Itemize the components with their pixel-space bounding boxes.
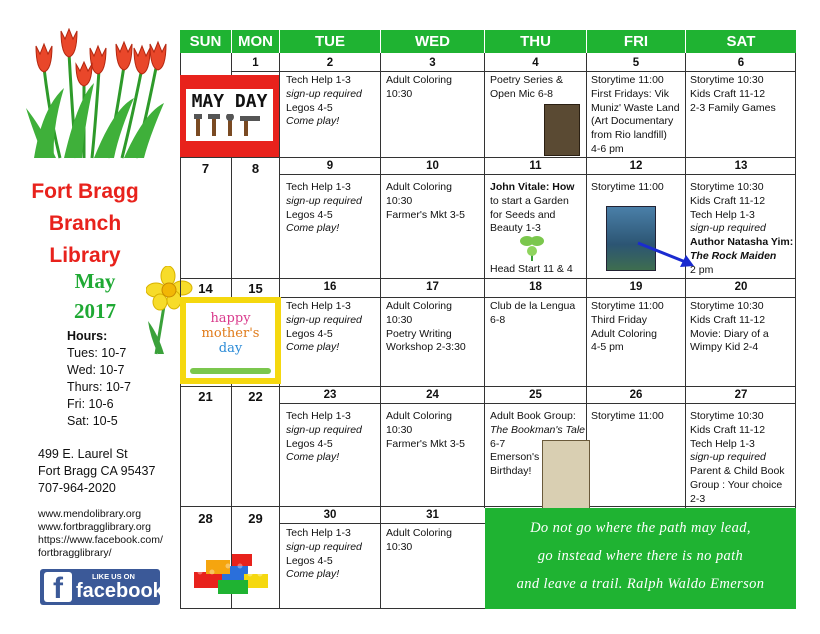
mayday-text: MAY DAY [191,91,268,112]
quote-line: and leave a trail. Ralph Waldo Emerson [516,576,765,592]
header-sun: SUN [180,30,231,53]
date-number: 6 [737,57,745,69]
event-line: from Rio landfill) [591,129,667,142]
month-label: May [74,269,116,293]
event-line: Legos 4-5 [286,437,333,450]
event-line: Wimpy Kid 2-4 [690,341,759,354]
mothers-day-card [186,303,275,378]
library-name-line: Fort Bragg [31,180,139,203]
date-number: 5 [632,57,640,69]
header-tue: TUE [280,30,380,53]
event-line: Head Start 11 & 4 [490,263,573,275]
event-line: sign-up required [286,540,362,553]
grass-decoration [190,368,271,374]
facebook-logo: f [44,572,72,602]
tools-icon [194,114,266,138]
grid-line [380,53,381,609]
grid-line [180,386,796,387]
hours-line: Sat: 10-5 [67,414,118,428]
mayday-graphic [180,75,279,157]
hours-line: Fri: 10-6 [67,397,114,411]
event-line: Legos 4-5 [286,554,333,567]
event-line: Open Mic 6-8 [490,87,554,100]
event-cell-wed-3 [386,74,452,102]
hours-block [67,328,131,430]
event-cell-thu-11b [490,263,573,277]
event-line: Adult Coloring [591,327,657,340]
event-line: to start a Garden [490,194,569,207]
date-number: 11 [529,160,542,172]
event-line: sign-up required [286,423,362,436]
event-line: Kids Craft 11-12 [690,87,766,100]
date-number: 9 [326,160,334,172]
event-line: Club de la Lengua [490,300,576,312]
event-line: Tech Help 1-3 [690,208,755,221]
event-line: Tech Help 1-3 [690,437,755,450]
event-cell-sat-13 [690,181,793,278]
date-number: 30 [323,509,337,521]
mothers-day-line: day [218,341,243,356]
event-line: sign-up required [286,313,362,326]
event-line: for Seeds and [490,208,556,221]
event-line: Adult Coloring [386,527,452,539]
event-line: 10:30 [386,423,413,436]
grid-line [280,71,796,72]
book-cover-icon [542,440,590,512]
event-line: 6-7 [490,437,506,450]
event-cell-wed-17 [386,300,466,355]
event-line: Emerson's [490,451,540,464]
event-line: Adult Book Group: [490,410,576,422]
event-line: Farmer's Mkt 3-5 [386,208,466,221]
grid-line [280,297,796,298]
links-block [38,508,163,560]
event-cell-tue-9 [286,181,362,236]
event-line: (Art Documentary [591,115,674,128]
link-fortbragglibrary[interactable]: www.fortbragglibrary.org [38,521,152,533]
event-cell-fri-19 [591,300,664,355]
event-cell-tue-2 [286,74,362,129]
hours-line: Wed: 10-7 [67,363,125,377]
grid-line [280,523,485,524]
event-line: Storytime 10:30 [690,300,764,312]
event-line: Come play! [286,341,340,354]
event-line: Tech Help 1-3 [286,74,351,86]
event-line: Storytime 11:00 [591,74,664,86]
date-number: 19 [629,281,643,293]
event-line: Adult Coloring [386,74,452,86]
facebook-wordmark: facebook [76,580,164,602]
date-number: 31 [426,509,439,521]
event-cell-thu-18 [490,300,575,328]
book-cover-icon [544,104,580,156]
year-label: 2017 [74,299,116,323]
mayday-tools-graphic [186,89,273,141]
grid-line [180,278,796,279]
event-line: Legos 4-5 [286,101,333,114]
event-line: Come play! [286,222,340,235]
event-line: Tech Help 1-3 [286,527,351,539]
event-line: sign-up required [690,222,766,235]
event-line: Tech Help 1-3 [286,300,351,312]
event-line: Third Friday [591,313,648,326]
event-line: Legos 4-5 [286,208,333,221]
event-cell-wed-31 [386,527,452,555]
month-year [40,266,150,326]
date-number: 3 [429,57,436,69]
event-line: 6-8 [490,313,506,326]
event-cell-thu-11 [490,181,574,236]
hours-line: Tues: 10-7 [67,346,127,360]
event-line: Storytime 11:00 [591,300,664,312]
event-line: Storytime 10:30 [690,181,764,193]
event-line: 10:30 [386,194,413,207]
date-number: 15 [248,281,263,296]
event-line: sign-up required [690,451,766,464]
event-line: 10:30 [386,87,413,100]
event-line: John Vitale: How [490,181,575,193]
event-cell-tue-23 [286,410,362,465]
grid-line [232,71,279,72]
event-line: Come play! [286,451,340,464]
date-number: 24 [426,389,439,401]
event-line: Adult Coloring [386,410,452,422]
date-number: 25 [529,389,542,401]
event-line: Come play! [286,115,340,128]
event-line: 2-3 Family Games [690,101,776,114]
event-line: 10:30 [386,313,413,326]
header-fri: FRI [587,30,685,53]
mothers-day-graphic [180,297,281,384]
event-line: Poetry Series & [490,74,563,86]
grid-line [280,403,796,404]
header-thu: THU [485,30,586,53]
link-facebook-cont[interactable]: fortbragglibrary/ [38,547,112,559]
hours-line: Thurs: 10-7 [67,380,131,394]
emerson-quote [485,508,796,609]
facebook-like-badge[interactable] [40,569,164,605]
date-number: 21 [198,389,213,404]
date-number: 4 [532,57,539,69]
date-number: 29 [248,511,263,526]
date-number: 7 [201,161,210,176]
event-line: First Fridays: Vik [591,87,669,100]
date-number: 17 [426,281,439,293]
phone-number: 707-964-2020 [38,481,116,495]
event-cell-thu-4 [490,74,563,102]
event-line: Tech Help 1-3 [286,181,351,193]
mothers-day-line: happy [210,311,251,326]
event-line: Kids Craft 11-12 [690,313,766,326]
event-line: Parent & Child Book [690,465,785,478]
event-line: Beauty 1-3 [490,222,541,235]
calendar-grid [180,30,796,609]
event-line: Storytime 10:30 [690,74,764,86]
event-line: Storytime 10:30 [690,410,764,422]
event-line: Storytime 11:00 [591,410,664,422]
grid-line [280,174,796,175]
date-number: 26 [629,389,643,401]
event-cell-sat-6 [690,74,776,115]
date-number: 13 [734,160,748,172]
event-line: Come play! [286,568,340,581]
link-facebook[interactable]: https://www.facebook.com/ [38,534,163,546]
address-block [38,446,155,497]
date-number: 27 [734,389,748,401]
event-line: Poetry Writing [386,327,452,340]
event-line: 10:30 [386,540,413,553]
date-number: 8 [251,161,260,176]
date-number: 20 [734,281,748,293]
event-line: Adult Coloring [386,300,452,312]
event-line: sign-up required [286,87,362,100]
event-cell-tue-16 [286,300,362,355]
event-line: 2 pm [690,263,714,276]
event-line: The Bookman's Tale [490,423,586,436]
event-line: The Rock Maiden [690,249,777,262]
library-name [0,176,170,272]
event-line: Adult Coloring [386,181,452,193]
facebook-like-text: LIKE US ON [92,572,135,581]
date-number: 14 [198,281,213,296]
event-line: 4-5 pm [591,341,624,354]
event-line: Group : Your choice [690,478,783,491]
event-cell-sat-27 [690,410,785,507]
address-street: 499 E. Laurel St [38,447,128,461]
event-cell-fri-12 [591,181,664,195]
event-cell-sat-20 [690,300,769,355]
date-number: 16 [323,281,337,293]
event-line: Storytime 11:00 [591,181,664,193]
hours-title: Hours: [67,329,108,343]
date-number: 23 [323,389,337,401]
event-line: Tech Help 1-3 [286,410,351,422]
event-cell-wed-24 [386,410,465,451]
date-number: 2 [326,57,334,69]
date-number: 18 [529,281,542,293]
event-line: 4-6 pm [591,142,624,155]
address-city: Fort Bragg CA 95437 [38,464,156,478]
event-cell-fri-5 [591,74,680,157]
date-number: 12 [629,160,643,172]
event-line: sign-up required [286,194,362,207]
event-line: Workshop 2-3:30 [386,341,466,354]
lego-bricks-image [188,542,272,600]
event-line: Author Natasha Yim: [690,236,794,249]
arrow-icon [636,241,696,271]
tulips-illustration [24,28,174,163]
event-cell-fri-26 [591,410,664,424]
event-line: Muniz' Waste Land [591,101,680,114]
seedling-icon [518,233,546,263]
link-mendolibrary[interactable]: www.mendolibrary.org [38,508,142,520]
event-line: Birthday! [490,465,532,478]
quote-line: go instead where there is no path [537,548,744,564]
mothers-day-line: mother's [201,326,260,341]
header-sat: SAT [686,30,796,53]
quote-line: Do not go where the path may lead, [530,520,751,536]
header-wed: WED [381,30,484,53]
date-number: 28 [198,511,213,526]
event-line: 2-3 [690,492,706,505]
event-cell-tue-30 [286,527,362,582]
date-number: 1 [252,57,259,69]
event-line: Movie: Diary of a [690,327,769,340]
library-name-line: Branch [48,212,122,235]
event-line: Kids Craft 11-12 [690,423,766,436]
date-number: 22 [248,389,263,404]
event-line: Legos 4-5 [286,327,333,340]
grid-line [180,608,485,609]
event-line: Farmer's Mkt 3-5 [386,437,466,450]
grid-line [180,157,796,158]
date-number: 10 [426,160,439,172]
header-mon: MON [232,30,279,53]
library-name-line: Library [49,244,121,267]
event-line: Kids Craft 11-12 [690,194,766,207]
event-cell-wed-10 [386,181,465,222]
